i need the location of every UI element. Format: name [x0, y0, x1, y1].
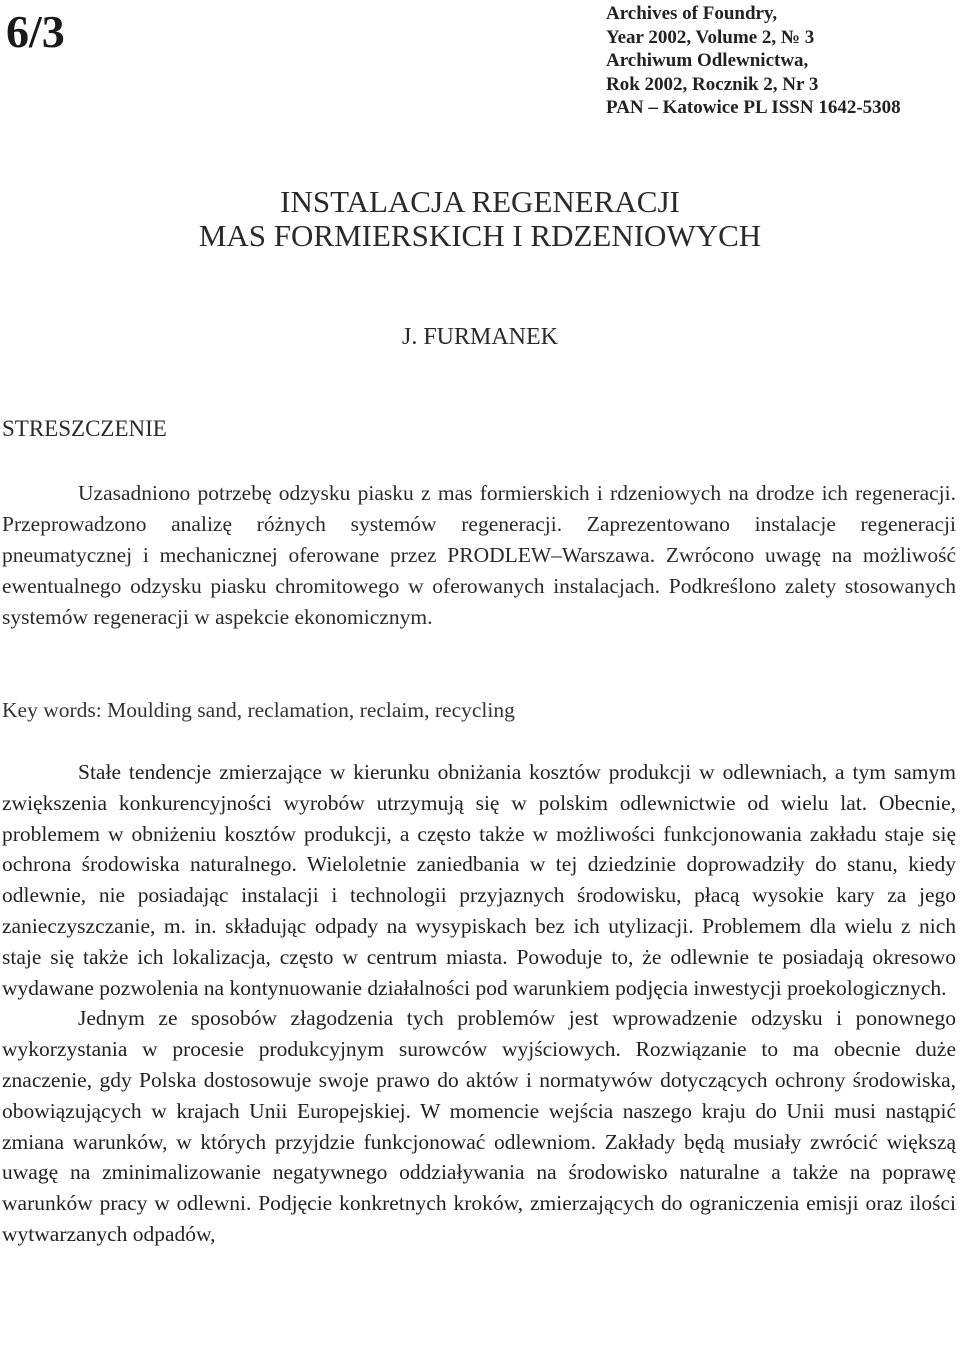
author: J. FURMANEK [401, 324, 559, 350]
header-line: PAN – Katowice PL ISSN 1642-5308 [606, 97, 901, 118]
title-line-1: INSTALACJA REGENERACJI [280, 184, 680, 219]
body-text [2, 757, 956, 1250]
page-number: 6/3 [6, 6, 65, 57]
abstract [2, 478, 956, 633]
keywords: Key words: Moulding sand, reclamation, reclaim, recycling [2, 698, 515, 722]
paper-title [0, 185, 960, 253]
journal-header [606, 2, 956, 120]
body-paragraph-1: Stałe tendencje zmierzające w kierunku obniżania kosztów produkcji w odlewniach, a tym samym zwiększenia konkurencyjności wyrobów utrzymują się w polskim odlewnictwie od wielu lat. Obecnie, problemem w obniżeniu kosztów produkcji, a często także w możliwości funkcjonowania zakładu staje się ochrona środowiska naturalnego. Wieloletnie zaniedbania w tej dziedzinie doprowadziły do stanu, kiedy odlewnie, nie posiadając instalacji i technologii przyjaznych środowisku, płacą wysokie kary za jego zanieczyszczanie, m. in. składując odpady na wysypiskach bez ich utylizacji. Problemem dla wielu z nich staje się także ich lokalizacja, często w centrum miasta. Powoduje to, że odlewnie te posiadają okresowo wydawane pozwolenia na kontynuowanie działalności pod warunkiem podjęcia inwestycji proekologicznych. [2, 760, 956, 1000]
abstract-heading: STRESZCZENIE [2, 416, 167, 441]
header-line: Archiwum Odlewnictwa, [606, 50, 809, 71]
abstract-text: Uzasadniono potrzebę odzysku piasku z mas formierskich i rdzeniowych na drodze ich regeneracji. Przeprowadzono analizę różnych systemów regeneracji. Zaprezentowano instalacje regeneracji pneumatycznej i mechanicznej oferowane przez PRODLEW–Warszawa. Zwrócono uwagę na możliwość ewentualnego odzysku piasku chromitowego w oferowanych instalacjach. Podkreślono zalety stosowanych systemów regeneracji w aspekcie ekonomicznym. [2, 481, 956, 629]
header-line: Archives of Foundry, [606, 3, 778, 24]
title-line-2: MAS FORMIERSKICH I RDZENIOWYCH [198, 218, 762, 253]
header-line: Rok 2002, Rocznik 2, Nr 3 [606, 73, 819, 95]
body-paragraph-2: Jednym ze sposobów złagodzenia tych problemów jest wprowadzenie odzysku i ponownego wykorzystania w procesie produkcyjnym surowców wyjściowych. Rozwiązanie to ma obecnie duże znaczenie, gdy Polska dostosowuje swoje prawo do aktów i normatywów dotyczących ochrony środowiska, obowiązujących w krajach Unii Europejskiej. W momencie wejścia naszego kraju do Unii musi nastąpić zmiana warunków, w których przyjdzie funkcjonować odlewniom. Zakłady będą musiały zwrócić większą uwagę na zminimalizowanie negatywnego oddziaływania na środowisko naturalne a także na poprawę warunków pracy w odlewni. Podjęcie konkretnych kroków, zmierzających do ograniczenia emisji oraz ilości wytwarzanych odpadów, [2, 1006, 956, 1246]
header-line: Year 2002, Volume 2, № 3 [606, 26, 815, 48]
